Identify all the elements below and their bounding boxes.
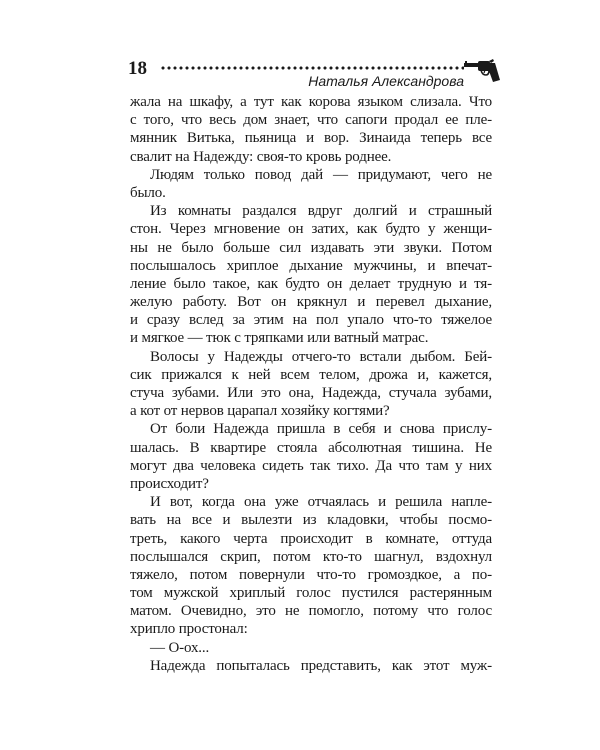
text-line: мянник Витька, пьяница и вор. Зинаида теперь все: [130, 130, 492, 147]
paragraph: [130, 93, 492, 166]
paragraph: [130, 420, 492, 493]
text-line: шалась. В квартире стояла абсолютная тишина. Не: [130, 439, 492, 456]
body-text: [130, 93, 492, 675]
text-line: происходит?: [130, 475, 209, 492]
text-line: И вот, когда она уже отчаялась и решила напле-: [150, 494, 492, 511]
text-line: послышался скрип, потом кто-то шагнул, вздохнул: [130, 548, 492, 565]
running-head-author: Наталья Александрова: [308, 73, 464, 89]
paragraph: [130, 639, 492, 657]
text-line: жала на шкафу, а тут как корова языком слизала. Что: [130, 94, 492, 110]
text-line: могут два человека сидеть так тихо. Да что там у них: [130, 457, 492, 474]
text-line: Надежда попыталась представить, как этот муж-: [150, 657, 492, 674]
text-line: стуча зубами. Или это она, Надежда, стучала зубами,: [130, 385, 492, 401]
text-line: вать на все и вылезти из кладовки, чтобы посмо-: [130, 512, 492, 529]
revolver-icon: [464, 58, 500, 84]
text-line: и сразу вслед за этим на пол упало что-то тяжелое: [130, 312, 492, 329]
paragraph: [130, 166, 492, 202]
text-line: хрипло простонал:: [130, 621, 248, 638]
text-line: желую работу. Вот он крякнул и перевел дыхание,: [130, 294, 492, 311]
dotted-rule: [160, 65, 464, 71]
paragraph: [130, 202, 492, 348]
running-header: [0, 0, 600, 90]
text-line: и мягкое — тюк с тряпками или ватный матрас.: [130, 330, 429, 347]
text-line: — О-ох...: [150, 639, 210, 656]
text-line: свалит на Надежду: своя-то кровь роднее.: [130, 148, 392, 165]
paragraph: [130, 348, 492, 421]
paragraph: [130, 493, 492, 639]
paragraph: [130, 657, 492, 675]
text-line: с того, что весь дом знает, что сапоги продал ее пле-: [130, 112, 492, 129]
text-line: треть, какого черта происходит в комнате, оттуда: [130, 530, 492, 547]
text-line: сик прижался к ней всем телом, дрожа и, кажется,: [130, 366, 492, 383]
text-line: Людям только повод дай — придумают, чего не: [150, 166, 492, 183]
text-line: тяжело, потом повернули что-то громоздкое, а по-: [130, 566, 492, 583]
text-line: послышалось хриплое дыхание мужчины, и впечат-: [130, 257, 492, 274]
text-line: том мужской хриплый голос пустился растерянным: [130, 585, 492, 602]
text-line: матом. Очевидно, это не помогло, потому что голос: [130, 603, 492, 620]
text-line: а кот от нервов царапал хозяйку когтями?: [130, 403, 390, 420]
text-line: От боли Надежда пришла в себя и снова прислу-: [150, 421, 492, 438]
text-line: Из комнаты раздался вдруг долгий и страшный: [150, 203, 492, 220]
text-line: ление было такое, как будто он делает трудную и тя-: [130, 275, 492, 292]
page-number: 18: [128, 58, 147, 79]
text-line: ны не было больше сил издавать эти звуки. Потом: [130, 239, 492, 256]
text-line: стон. Через мгновение он затих, как будто у женщи-: [130, 221, 492, 238]
text-line: Волосы у Надежды отчего-то встали дыбом. Бей-: [150, 348, 492, 365]
text-line: было.: [130, 184, 166, 201]
